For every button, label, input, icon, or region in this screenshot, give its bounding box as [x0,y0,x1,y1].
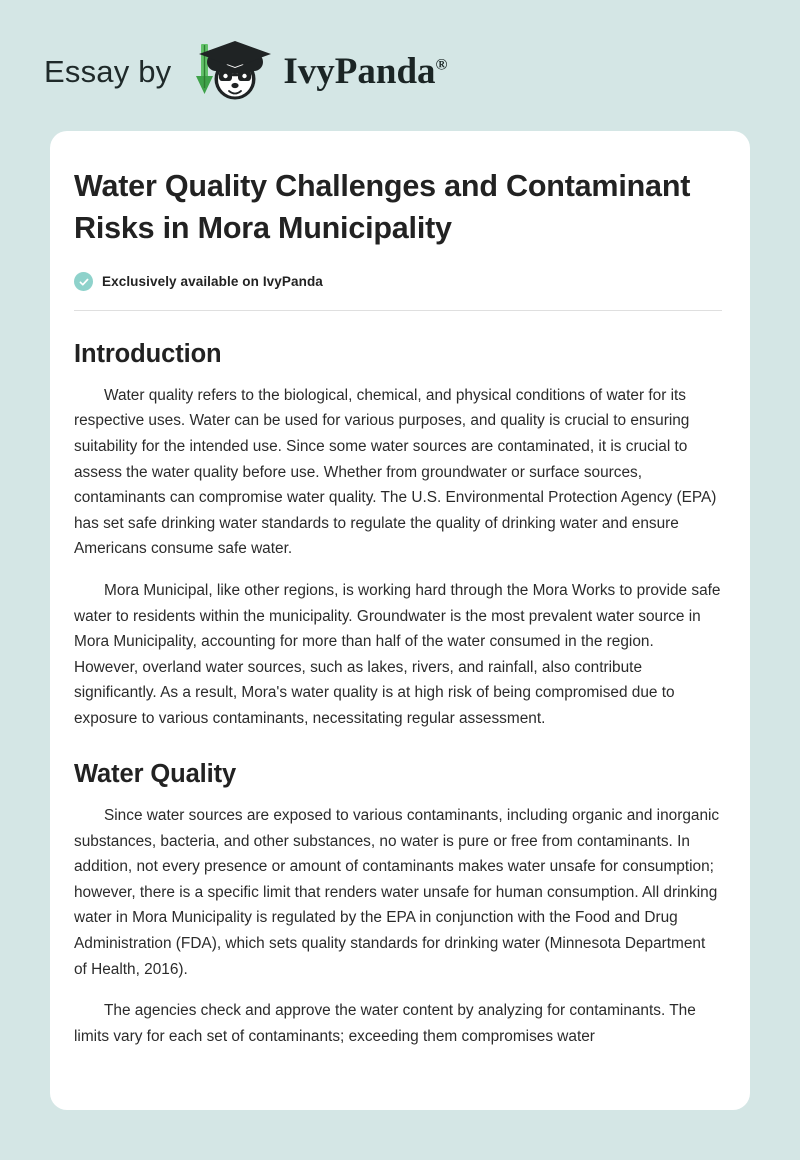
essay-title: Water Quality Challenges and Contaminant Risks in Mora Municipality [74,169,691,246]
header-divider [74,310,722,311]
section-heading-water-quality: Water Quality [74,760,237,789]
paragraph: The agencies check and approve the water content by analyzing for contaminants. The limits vary for each set of contaminants; exceeding them compromises water [74,1002,696,1045]
brand-wordmark [283,50,448,92]
essay-card-content [74,165,726,1049]
brand-wordmark-text: IvyPanda [283,50,436,92]
check-circle-icon [74,272,93,291]
paragraph: Since water sources are exposed to various contaminants, including organic and inorganic substances, bacteria, and other substances, no water is pure or free from contaminants. In addition, not every presence or amount of contaminants makes water unsafe for consumption; however, there is a specific limit that renders water unsafe for human consumption. All drinking water in Mora Municipality is regulated by the EPA in conjunction with the Food and Drug Administration (FDA), which sets quality standards for drinking water (Minnesota Department of Health, 2016). [74,807,720,978]
brand-prefix-label: Essay by [44,53,172,89]
section-heading-introduction: Introduction [74,340,222,369]
exclusive-availability-badge [74,272,726,291]
paragraph: Mora Municipal, like other regions, is working hard through the Mora Works to provide safe water to residents within the municipality. Groundwater is the most prevalent water source in Mora Municipality, accounting for more than half of the water consumed in the region. However, overland water sources, such as lakes, rivers, and rainfall, also contribute significantly. As a result, Mora's water quality is at high risk of being compromised due to exposure to various contaminants, necessitating regular assessment. [74,581,721,727]
panda-graduate-logo-icon [185,38,281,104]
essay-card [50,131,750,1110]
paragraph: Water quality refers to the biological, chemical, and physical conditions of water for its respective uses. Water can be used for various purposes, and quality is crucial to ensuring suitability for the intended use. Since some water sources are contaminated, it is crucial to assess the water quality before use. Whether from groundwater or surface sources, contaminants can compromise water quality. The U.S. Environmental Protection Agency (EPA) has set safe drinking water standards to regulate the quality of drinking water and ensure Americans consume safe water. [74,386,717,558]
registered-trademark-mark: ® [435,56,448,74]
exclusive-availability-label: Exclusively available on IvyPanda [102,273,323,289]
brand-header[interactable] [44,38,447,104]
